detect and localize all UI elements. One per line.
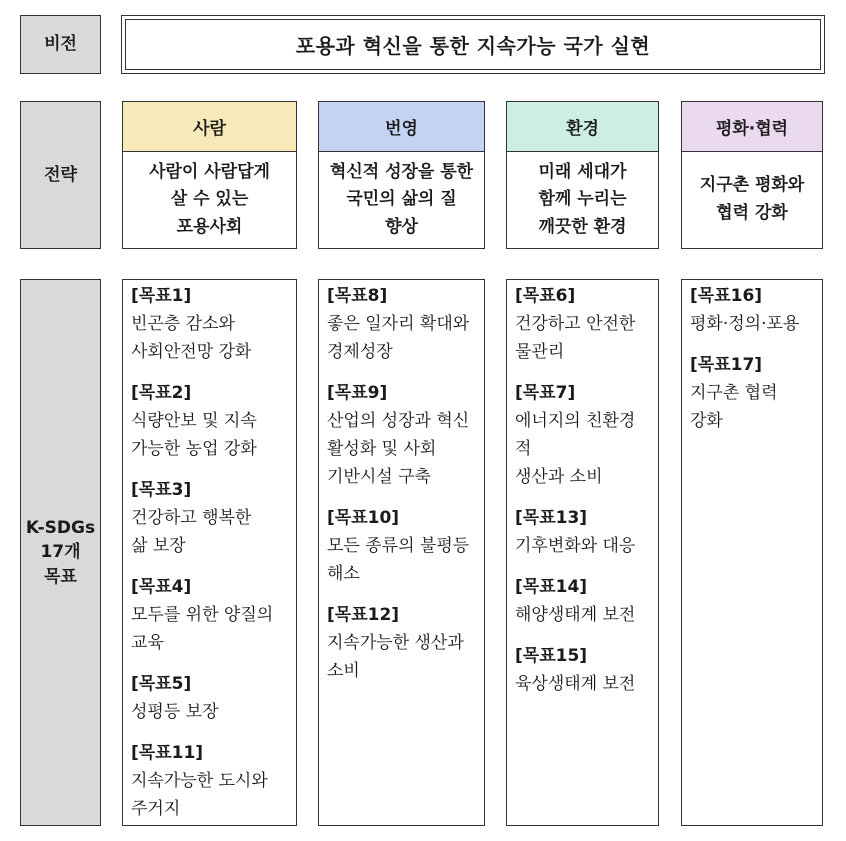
- goal-desc-line: 삶 보장: [131, 536, 186, 556]
- strategy-header: 번영: [319, 102, 484, 152]
- strategy-line: 협력 강화: [716, 203, 788, 223]
- goal-item: [515, 642, 651, 698]
- goals-box-2: [318, 279, 485, 826]
- goal-title: [목표8]: [327, 286, 388, 306]
- strategy-line: 깨끗한 환경: [538, 216, 627, 237]
- goal-desc-line: 기후변화와 대응: [515, 536, 636, 556]
- goal-desc-line: 강화: [690, 411, 723, 431]
- strategy-header: 환경: [507, 102, 658, 152]
- strategy-header: 사람: [123, 102, 296, 152]
- goal-title: [목표2]: [131, 383, 192, 403]
- strategy-box-2: [318, 101, 485, 249]
- goal-desc-line: 성평등 보장: [131, 702, 219, 722]
- goal-item: [131, 739, 289, 823]
- strategy-line: 함께 누리는: [538, 189, 627, 210]
- goal-desc-line: 에너지의 친환경적: [515, 411, 636, 459]
- strategy-box-1: [122, 101, 297, 249]
- goal-item: [131, 282, 289, 366]
- goal-desc-line: 소비: [327, 661, 360, 681]
- goal-item: [515, 282, 651, 366]
- goal-desc-line: 모든 종류의 불평등: [327, 536, 470, 556]
- goal-title: [목표3]: [131, 480, 192, 500]
- strategy-line: 사람이 사람답게: [149, 161, 270, 182]
- vision-text: 포용과 혁신을 통한 지속가능 국가 실현: [125, 19, 821, 70]
- strategy-box-4: [681, 101, 823, 249]
- goals-box-4: [681, 279, 823, 826]
- goal-item: [515, 379, 651, 491]
- strategy-line: 지구촌 평화와: [699, 175, 805, 196]
- strategy-header: 평화·협력: [682, 102, 822, 152]
- goal-title: [목표6]: [515, 286, 576, 306]
- vision-box: [121, 15, 825, 74]
- goal-desc-line: 모두를 위한 양질의: [131, 605, 274, 625]
- goal-desc-line: 평화·정의·포용: [690, 314, 800, 334]
- strategy-line: 포용사회: [176, 216, 243, 237]
- goal-title: [목표1]: [131, 286, 192, 306]
- goal-title: [목표5]: [131, 674, 192, 694]
- goal-item: [327, 379, 477, 491]
- goal-desc-line: 기반시설 구축: [327, 467, 431, 487]
- goal-item: [131, 379, 289, 463]
- goal-desc-line: 육상생태계 보전: [515, 674, 636, 694]
- goal-title: [목표12]: [327, 605, 400, 625]
- goal-item: [131, 670, 289, 726]
- goal-desc-line: 사회안전망 강화: [131, 342, 252, 362]
- goal-item: [327, 601, 477, 685]
- goals-box-3: [506, 279, 659, 826]
- goal-desc-line: 생산과 소비: [515, 467, 603, 487]
- goal-desc-line: 건강하고 행복한: [131, 508, 252, 528]
- goal-desc-line: 지속가능한 도시와: [131, 771, 268, 791]
- strategy-text: [319, 152, 484, 248]
- goal-title: [목표13]: [515, 508, 588, 528]
- goal-item: [690, 282, 815, 338]
- strategy-line: 미래 세대가: [538, 161, 627, 182]
- goal-desc-line: 좋은 일자리 확대와: [327, 314, 470, 334]
- goal-desc-line: 산업의 성장과 혁신: [327, 411, 470, 431]
- goal-desc-line: 물관리: [515, 342, 565, 362]
- goal-title: [목표9]: [327, 383, 388, 403]
- strategy-label-text: 전략: [44, 164, 77, 185]
- goal-title: [목표11]: [131, 743, 204, 763]
- strategy-text: [507, 152, 658, 248]
- goal-title: [목표15]: [515, 646, 588, 666]
- goals-label-line1: K-SDGs: [25, 517, 96, 538]
- goal-desc-line: 가능한 농업 강화: [131, 439, 257, 459]
- goal-item: [327, 504, 477, 588]
- goal-title: [목표17]: [690, 355, 763, 375]
- goal-desc-line: 지구촌 협력: [690, 383, 778, 403]
- goal-desc-line: 활성화 및 사회: [327, 439, 437, 459]
- goal-item: [131, 573, 289, 657]
- goals-label: [20, 279, 101, 826]
- strategy-label: [20, 101, 101, 249]
- strategy-text: [123, 152, 296, 248]
- goal-desc-line: 교육: [131, 633, 164, 653]
- goal-title: [목표14]: [515, 577, 588, 597]
- goals-label-line3: 목표: [44, 566, 77, 587]
- goals-box-1: [122, 279, 297, 826]
- vision-label: [20, 15, 101, 74]
- goal-item: [515, 573, 651, 629]
- goal-item: [327, 282, 477, 366]
- goal-item: [515, 504, 651, 560]
- goal-desc-line: 해양생태계 보전: [515, 605, 636, 625]
- goals-label-line2: 17개: [40, 542, 81, 563]
- vision-label-text: 비전: [44, 34, 77, 55]
- goal-desc-line: 식량안보 및 지속: [131, 411, 257, 431]
- strategy-box-3: [506, 101, 659, 249]
- goal-desc-line: 지속가능한 생산과: [327, 633, 464, 653]
- goal-desc-line: 해소: [327, 564, 360, 584]
- goal-item: [690, 351, 815, 435]
- goal-desc-line: 건강하고 안전한: [515, 314, 636, 334]
- strategy-text: [682, 152, 822, 248]
- goal-desc-line: 경제성장: [327, 342, 393, 362]
- goal-title: [목표16]: [690, 286, 763, 306]
- goal-title: [목표10]: [327, 508, 400, 528]
- strategy-line: 국민의 삶의 질: [346, 189, 457, 210]
- strategy-line: 향상: [385, 216, 418, 237]
- strategy-line: 살 수 있는: [170, 189, 249, 210]
- strategy-line: 혁신적 성장을 통한: [329, 161, 474, 182]
- goal-desc-line: 빈곤층 감소와: [131, 314, 235, 334]
- goal-desc-line: 주거지: [131, 799, 181, 819]
- goal-item: [131, 476, 289, 560]
- goal-title: [목표4]: [131, 577, 192, 597]
- goal-title: [목표7]: [515, 383, 576, 403]
